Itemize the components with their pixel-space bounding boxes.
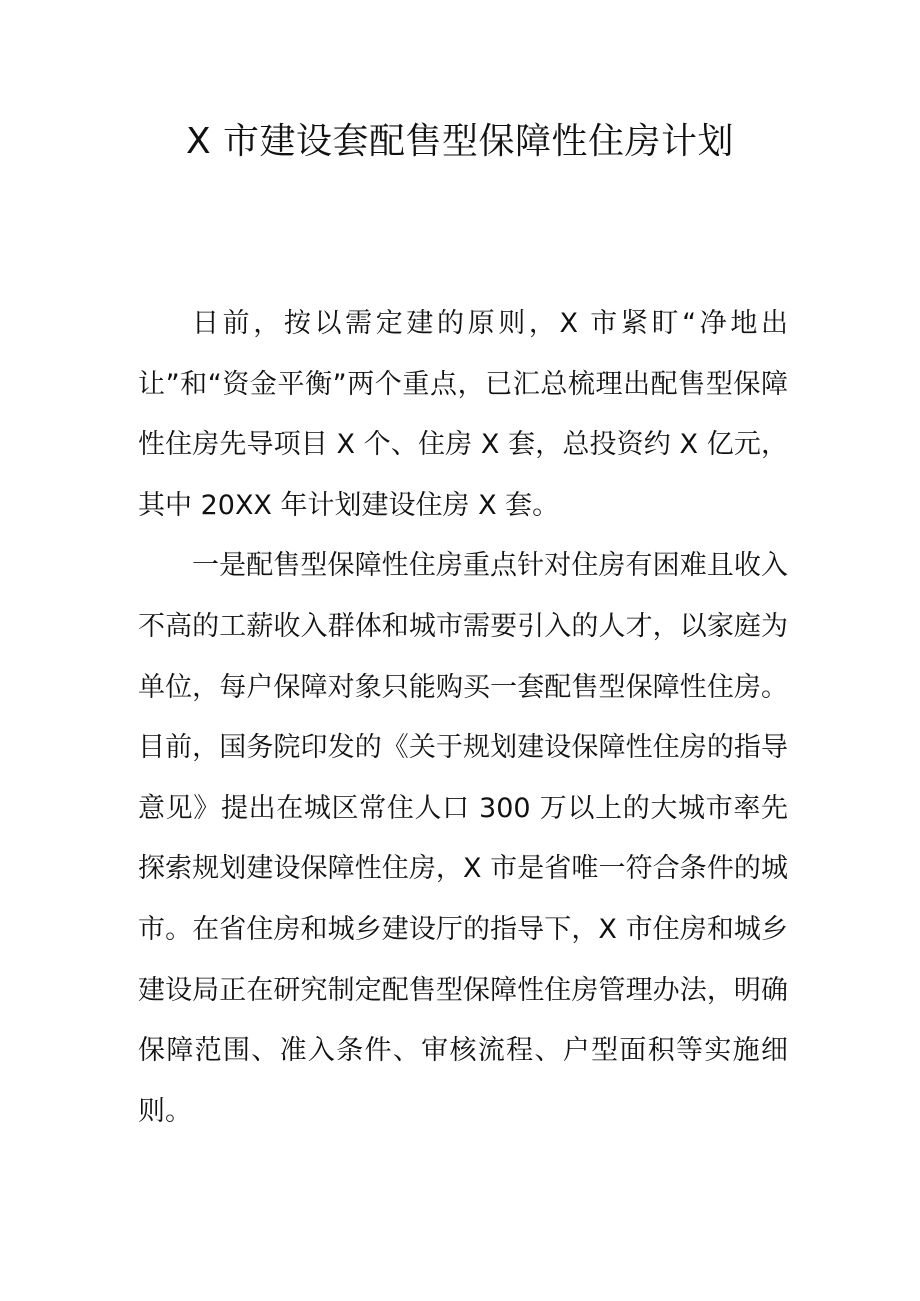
paragraph-2: 一是配售型保障性住房重点针对住房有困难且收入不高的工薪收入群体和城市需要引入的人才，以家庭为单位，每户保障对象只能购买一套配售型保障性住房。目前，国务院印发的《关于规划建设保障性住房的指导意见》提出在城区常住人口 300 万以上的大城市率先探索规划建设保障性住房，X 市是省唯一符合条件的城市。在省住房和城乡建设厅的指导下，X 市住房和城乡建设局正在研究制定配售型保障性住房管理办法，明确保障范围、准入条件、审核流程、户型面积等实施细则。 [138,550,788,1127]
document-body [138,294,788,1142]
document-title: X 市建设套配售型保障性住房计划 [185,121,735,162]
paragraph-1: 日前，按以需定建的原则，X 市紧盯“净地出让”和“资金平衡”两个重点，已汇总梳理出配售型保障性住房先导项目 X 个、住房 X 套，总投资约 X 亿元，其中 20XX 年计划建设住房 X 套。 [138,308,788,521]
